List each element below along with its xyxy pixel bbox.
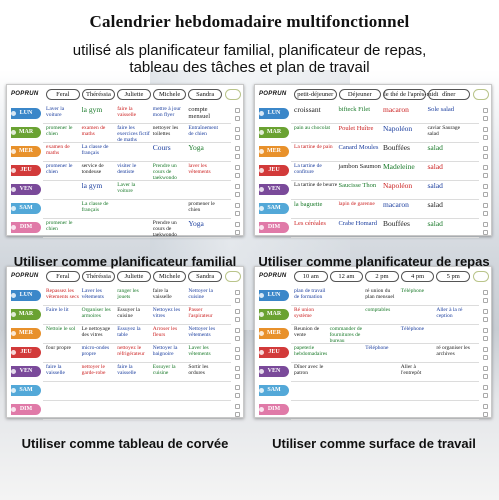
checkbox[interactable]: [483, 184, 488, 189]
day-tab-dot: [259, 187, 264, 192]
checkbox[interactable]: [483, 309, 488, 314]
cell-entry: Madeleine: [383, 162, 415, 171]
checkbox[interactable]: [235, 290, 240, 295]
cell-entry: papeterie hebdomadaires: [294, 345, 328, 357]
checkbox[interactable]: [483, 412, 488, 417]
checkbox[interactable]: [483, 116, 488, 121]
day-tab-jeu: JEU: [259, 347, 289, 358]
day-tab-dot: [259, 407, 264, 412]
cell-entry: jambon Saumon: [338, 163, 381, 170]
day-tab-dot: [259, 225, 264, 230]
checkbox[interactable]: [483, 135, 488, 140]
checkbox[interactable]: [483, 328, 488, 333]
day-tab-dim: DIM: [11, 404, 41, 415]
day-tab-dot: [11, 149, 16, 154]
row-divider: [43, 305, 231, 306]
row-divider: [291, 324, 479, 325]
cell-entry: Faire le lit: [46, 307, 69, 313]
cell-entry: Aller à la ré ception: [436, 307, 463, 319]
cell-entry: Arroser les fleurs: [152, 326, 178, 338]
cell-entry: pain au chocolat: [294, 125, 331, 131]
page-title: Calendrier hebdomadaire multifonctionnel: [89, 12, 410, 31]
checkbox[interactable]: [483, 366, 488, 371]
day-tab-dot: [259, 369, 264, 374]
cell-entry: Bouffées: [383, 143, 410, 152]
brand-logo: POPRUN: [11, 273, 39, 279]
cell-entry: Cours: [152, 143, 171, 152]
cell-entry: mettre à jour mon flyer: [152, 106, 181, 118]
checkbox[interactable]: [235, 135, 240, 140]
day-tab-sam: SAM: [11, 385, 41, 396]
day-tab-dim: DIM: [259, 222, 289, 233]
cell-entry: faire les exercices fictif de maths: [117, 125, 150, 143]
cell-entry: macaron: [383, 200, 409, 209]
cell-entry: croissant: [294, 105, 321, 114]
cell-entry: Repassez les vêtements secs: [46, 288, 79, 300]
day-tab-dim: DIM: [259, 404, 289, 415]
cell-entry: La classe de français: [81, 201, 109, 213]
day-tab-dot: [11, 168, 16, 173]
day-tab-jeu: JEU: [259, 165, 289, 176]
day-tab-lun: LUN: [11, 290, 41, 301]
row-divider: [43, 343, 231, 344]
cell-entry: salad: [427, 143, 443, 152]
cell-entry: Sole salad: [427, 106, 455, 113]
day-tab-dot: [259, 331, 264, 336]
column-header: dîner: [428, 89, 471, 100]
row-divider: [43, 199, 231, 200]
cell-entry: Yoga: [188, 143, 204, 152]
cell-entry: Essuyer la cuisine: [152, 364, 176, 376]
row-divider: [43, 400, 231, 401]
cell-entry: Entraînement de chien: [188, 125, 219, 137]
day-tab-mar: MAR: [11, 309, 41, 320]
meal-planner-board: [254, 84, 492, 236]
chore-board: [6, 266, 244, 418]
cell-entry: Aller à l'entrepôt: [400, 364, 422, 376]
checkbox[interactable]: [483, 374, 488, 379]
checkbox[interactable]: [235, 203, 240, 208]
cell-entry: examen de maths: [46, 144, 70, 156]
page-subtitle: [0, 42, 499, 76]
checkbox[interactable]: [483, 393, 488, 398]
day-tab-dot: [11, 225, 16, 230]
cell-entry: Nettoyer les vêtements: [188, 326, 216, 338]
cell-entry: Laver les vêtements: [81, 288, 104, 300]
cell-entry: caviar Saurage salad: [427, 125, 461, 137]
cell-entry: service de tondeuse: [81, 163, 104, 175]
cell-entry: Yoga: [188, 219, 204, 228]
cell-entry: salad: [427, 181, 443, 190]
cell-entry: Bouffées: [383, 219, 410, 228]
checkbox[interactable]: [235, 347, 240, 352]
cell-entry: Les céréales: [294, 220, 326, 227]
cell-entry: promener le chien: [188, 201, 215, 213]
checkbox[interactable]: [483, 154, 488, 159]
subtitle-line-2: tableau des tâches et plan de travail: [129, 59, 370, 76]
cell-entry: compte mensuel: [188, 106, 211, 120]
cell-entry: four propre: [46, 345, 71, 351]
cell-entry: faire la vaisselle: [117, 106, 137, 118]
day-tab-lun: LUN: [259, 108, 289, 119]
column-header: Déjeuner: [339, 89, 382, 100]
checkbox[interactable]: [483, 108, 488, 113]
checkbox[interactable]: [483, 336, 488, 341]
day-tab-dot: [11, 130, 16, 135]
day-tab-dot: [11, 293, 16, 298]
cell-entry: Nettoie le sol: [46, 326, 76, 332]
day-tab-dot: [259, 293, 264, 298]
cell-entry: Crabe Homard: [338, 220, 377, 227]
cell-entry: macaron: [383, 105, 409, 114]
cell-entry: la gym: [81, 181, 103, 190]
checkbox[interactable]: [235, 393, 240, 398]
cell-entry: Téléphone: [365, 345, 389, 351]
checkbox[interactable]: [235, 317, 240, 322]
checkbox[interactable]: [235, 366, 240, 371]
row-divider: [43, 161, 231, 162]
cell-entry: ranger les jouets: [117, 288, 139, 300]
checkbox[interactable]: [235, 146, 240, 151]
cell-entry: faire la vaisselle: [46, 364, 65, 376]
day-tab-dot: [259, 168, 264, 173]
cell-entry: la gym: [81, 105, 103, 114]
row-divider: [291, 419, 479, 420]
cell-entry: Téléphone: [400, 288, 425, 294]
day-tab-dot: [11, 111, 16, 116]
column-header: petit-déjeuner: [294, 89, 337, 100]
day-tab-dot: [259, 350, 264, 355]
caption-family-planner: Utiliser comme planificateur familial: [13, 254, 237, 269]
cell-entry: ré organiser les archives: [436, 345, 470, 357]
cell-entry: salad: [427, 162, 443, 171]
cell-entry: Essuyer la cuisine: [117, 307, 140, 319]
cell-entry: Napoléon: [383, 181, 413, 190]
day-tab-dot: [11, 206, 16, 211]
checkbox[interactable]: [483, 404, 488, 409]
column-header: Michele: [153, 89, 187, 100]
cell-entry: promener le chien: [46, 163, 73, 175]
cell-entry: Prendre un cours de taekwondo: [152, 163, 177, 181]
day-tab-dot: [259, 388, 264, 393]
checkbox[interactable]: [483, 192, 488, 197]
cell-entry: commander de fournitures de bureau: [329, 326, 363, 344]
cell-entry: Nettoyer la baignoire: [152, 345, 178, 357]
column-header: Sandra: [188, 271, 222, 282]
day-tab-dot: [11, 407, 16, 412]
cell-entry: examen de maths: [81, 125, 106, 137]
day-tab-dot: [259, 149, 264, 154]
cell-entry: Prendre un cours de taekwondo: [152, 220, 177, 238]
cell-entry: La tartine de pain: [294, 144, 333, 150]
checkbox[interactable]: [235, 127, 240, 132]
cell-entry: Sortir les ordures: [188, 364, 209, 376]
row-divider: [291, 400, 479, 401]
checkbox[interactable]: [235, 116, 240, 121]
day-tab-dot: [11, 369, 16, 374]
cell-entry: Passer l'aspirateur: [188, 307, 213, 319]
family-planner-board: [6, 84, 244, 236]
day-tab-dot: [259, 312, 264, 317]
day-tab-ven: VEN: [259, 184, 289, 195]
blank-header: [473, 271, 489, 282]
day-tab-mer: MER: [259, 328, 289, 339]
cell-entry: La classe de français: [81, 144, 109, 156]
checkbox[interactable]: [483, 317, 488, 322]
cell-entry: Saucisse Thon: [338, 182, 377, 189]
row-divider: [43, 362, 231, 363]
row-divider: [43, 237, 231, 238]
cell-entry: visiter le dentiste: [117, 163, 137, 175]
brand-logo: POPRUN: [259, 91, 287, 97]
day-tab-jeu: JEU: [11, 165, 41, 176]
column-header: Théréssia: [82, 271, 116, 282]
cell-entry: nettoyer les toilettes: [152, 125, 179, 137]
cell-entry: promener le chien: [46, 220, 73, 232]
checkbox[interactable]: [483, 355, 488, 360]
checkbox[interactable]: [235, 328, 240, 333]
day-tab-dot: [259, 130, 264, 135]
column-header: 4 pm: [401, 271, 435, 282]
day-tab-dot: [259, 111, 264, 116]
checkbox[interactable]: [235, 154, 240, 159]
checkbox[interactable]: [483, 211, 488, 216]
cell-entry: nettoyez le réfrigérateur: [117, 345, 145, 357]
caption-work-surface: Utiliser comme surface de travail: [272, 436, 476, 451]
cell-entry: comptables: [365, 307, 391, 313]
day-tab-ven: VEN: [259, 366, 289, 377]
cell-entry: Téléphone: [400, 326, 425, 332]
day-tab-mer: MER: [11, 328, 41, 339]
caption-chore-board: Utiliser comme tableau de corvée: [21, 436, 229, 451]
cell-entry: Canard Moules: [338, 144, 379, 151]
day-tab-dot: [11, 331, 16, 336]
cell-entry: nettoyer le garde-robe: [81, 364, 106, 376]
day-tab-dot: [11, 312, 16, 317]
column-header: 5 pm: [436, 271, 470, 282]
row-divider: [43, 123, 231, 124]
column-header: Michele: [153, 271, 187, 282]
cell-entry: salad: [427, 219, 443, 228]
cell-entry: Napoléon: [383, 124, 413, 133]
column-header: Sandra: [188, 89, 222, 100]
checkbox[interactable]: [235, 184, 240, 189]
column-header: 2 pm: [365, 271, 399, 282]
row-divider: [43, 324, 231, 325]
checkbox[interactable]: [483, 222, 488, 227]
day-tab-dot: [11, 350, 16, 355]
day-tab-sam: SAM: [11, 203, 41, 214]
cell-entry: Laver la voiture: [117, 182, 136, 194]
row-divider: [291, 381, 479, 382]
column-header: 10 am: [294, 271, 328, 282]
day-tab-mar: MAR: [259, 127, 289, 138]
row-divider: [43, 381, 231, 382]
cell-entry: laver les vêtements: [188, 163, 211, 175]
checkbox[interactable]: [235, 192, 240, 197]
checkbox[interactable]: [483, 290, 488, 295]
day-tab-mer: MER: [259, 146, 289, 157]
checkbox[interactable]: [235, 309, 240, 314]
checkbox[interactable]: [235, 173, 240, 178]
checkbox[interactable]: [235, 404, 240, 409]
day-tab-dot: [259, 206, 264, 211]
checkbox[interactable]: [235, 165, 240, 170]
checkbox[interactable]: [235, 230, 240, 235]
checkbox[interactable]: [235, 336, 240, 341]
checkbox[interactable]: [483, 347, 488, 352]
column-header: Juliette: [117, 89, 151, 100]
checkbox[interactable]: [483, 173, 488, 178]
cell-entry: Nettoyer la cuisine: [188, 288, 213, 300]
checkbox[interactable]: [483, 127, 488, 132]
cell-entry: salad: [427, 200, 443, 209]
day-tab-lun: LUN: [259, 290, 289, 301]
day-tab-mar: MAR: [259, 309, 289, 320]
cell-entry: Ré union système: [294, 307, 315, 319]
column-header: le thé de l'après-midi: [384, 91, 439, 98]
cell-entry: Essuyez la table: [117, 326, 141, 338]
row-divider: [291, 305, 479, 306]
cell-entry: plan de travail de formation: [294, 288, 326, 300]
checkbox[interactable]: [483, 146, 488, 151]
cell-entry: Laver la voiture: [46, 106, 65, 118]
caption-meal-planner: Utiliser comme planificateur de repas: [258, 254, 490, 269]
day-tab-dot: [11, 388, 16, 393]
day-tab-mer: MER: [11, 146, 41, 157]
cell-entry: Le nettoyage des vitres: [81, 326, 111, 338]
cell-entry: Laver les vêtements: [188, 345, 211, 357]
cell-entry: la baguette: [294, 201, 323, 208]
brand-logo: POPRUN: [11, 91, 39, 97]
day-tab-dot: [11, 187, 16, 192]
day-tab-jeu: JEU: [11, 347, 41, 358]
checkbox[interactable]: [235, 108, 240, 113]
day-tab-sam: SAM: [259, 385, 289, 396]
cell-entry: Poulet Huître: [338, 125, 374, 132]
cell-entry: faire la vaisselle: [152, 288, 172, 300]
column-header: Feral: [46, 271, 80, 282]
day-tab-sam: SAM: [259, 203, 289, 214]
checkbox[interactable]: [235, 374, 240, 379]
column-header: Feral: [46, 89, 80, 100]
cell-entry: Organiser les armoires: [81, 307, 111, 319]
cell-entry: Reunion de vente: [294, 326, 320, 338]
row-divider: [43, 419, 231, 420]
checkbox[interactable]: [235, 298, 240, 303]
checkbox[interactable]: [483, 203, 488, 208]
checkbox[interactable]: [235, 222, 240, 227]
day-tab-ven: VEN: [11, 184, 41, 195]
blank-header: [225, 89, 241, 100]
row-divider: [43, 180, 231, 181]
cell-entry: micro-ondes propre: [81, 345, 110, 357]
checkbox[interactable]: [235, 385, 240, 390]
checkbox[interactable]: [235, 355, 240, 360]
day-tab-lun: LUN: [11, 108, 41, 119]
cell-entry: Dîner avec le patron: [294, 364, 324, 376]
blank-header: [225, 271, 241, 282]
checkbox[interactable]: [483, 165, 488, 170]
day-tab-ven: VEN: [11, 366, 41, 377]
blank-header: [473, 89, 489, 100]
cell-entry: faire la vaisselle: [117, 364, 137, 376]
cell-entry: lapin de garenne: [338, 201, 375, 207]
day-tab-dim: DIM: [11, 222, 41, 233]
subtitle-line-1: utilisé als planificateur familial, planificateur de repas,: [72, 42, 427, 59]
checkbox[interactable]: [235, 211, 240, 216]
cell-entry: La tartine de confiture: [294, 163, 322, 175]
cell-entry: promener le chien: [46, 125, 73, 137]
checkbox[interactable]: [483, 298, 488, 303]
checkbox[interactable]: [483, 385, 488, 390]
brand-logo: POPRUN: [259, 273, 287, 279]
cell-entry: ré union du plan mensuel: [365, 288, 395, 300]
column-header: 12 am: [330, 271, 364, 282]
work-surface-board: [254, 266, 492, 418]
cell-entry: La tartine de beurre: [294, 182, 338, 188]
column-header: Théréssia: [82, 89, 116, 100]
cell-entry: bifteck Filet: [338, 106, 371, 113]
row-divider: [291, 362, 479, 363]
row-divider: [291, 343, 479, 344]
checkbox[interactable]: [483, 230, 488, 235]
row-divider: [291, 237, 479, 238]
column-header: Juliette: [117, 271, 151, 282]
day-tab-mar: MAR: [11, 127, 41, 138]
checkbox[interactable]: [235, 412, 240, 417]
cell-entry: Nettoyez les vitres: [152, 307, 181, 319]
